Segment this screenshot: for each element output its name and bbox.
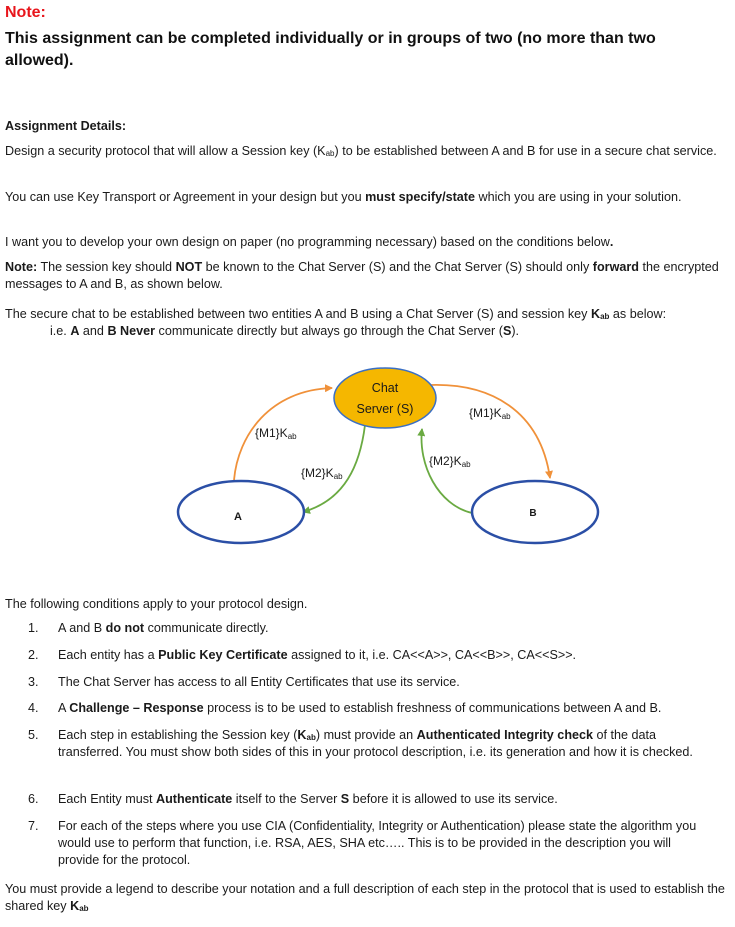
protocol-diagram [160,355,610,570]
chat-server-node [334,368,436,428]
label-m2-right: {M2}Kab [429,454,471,469]
note-title: Note: [5,4,46,21]
conditions-intro: The following conditions apply to your protocol design. [5,597,308,611]
entity-b-label: B [529,508,537,519]
closing-paragraph: You must provide a legend to describe your notation and a full description of each step in the protocol that is used to establish the shared key $K_{ab}$ [5,882,725,913]
label-m2-left: {M2}Kab [301,466,343,481]
paragraph-session-key: Design a security protocol that will allow a Session key $(K_{ab})$ to be established between A and B for use in a secure chat service. [5,144,717,158]
arrow-b-to-server [421,429,472,513]
server-label-line2: Server (S) [356,402,414,416]
paragraph-secure-chat: The secure chat to be established between two entities A and B using a Chat Server (S) and session key $K_{ab}$ as below: [5,307,667,321]
paragraph-own-design: I want you to develop your own design on paper (no programming necessary) based on the conditions below. [5,235,614,249]
note-body: This assignment can be completed individually or in groups of two (no more than two allowed). [5,30,656,69]
paragraph-never-direct: i.e. A and B Never communicate directly but always go through the Chat Server (S). [50,324,520,338]
label-m1-right: {M1}Kab [469,406,511,421]
paragraph-note-server: Note: The session key should NOT be known to the Chat Server (S) and the Chat Server (S) should only forward the encrypted messages to A and B, as shown below. [5,260,719,291]
assignment-page: Note: This assignment can be completed individually or in groups of two (no more than two allowed). Assignment Details: Design a security protocol that will allow a Session key $(K_{ab})$ to be established between A and B for use in a secure chat service. You can use Key Transport or Agreement in your design but you must specify/state which you are using in your solution. I want you to develop your own design on paper (no programming necessary) based on the conditions below. Note: The session key should NOT be known to the Chat Server (S) and the Chat Server (S) should only forward the encrypted messages to A and B, as shown below. The secure chat to be established between two entities A and B using a Chat Server (S) and session key $K_{ab}$ as below: i.e. A and B Never communicate directly but always go through the Chat Server (S). Chat Server (S) A B {M1}Kab {M1}Kab {M2}Kab {M2}Kab The following conditions apply to your protocol design. 1. A and B do not communicate directly. 2. Each entity has a Public Key Certificate assigned to it, i.e. CA<<A>>, CA<<B>>, CA<<S>>. 3. The Chat Server has access to all Entity Certificates that use its service. 4. A Challenge – Response process is to be used to establish freshness of communications between A and B. 5. Each step in establishing the Session key $(K_{ab})$ must provide an Authenticated Integrity check of the data transferred. You must show both sides of this in your protocol description, i.e. its generation and how it is checked. 6. Each Entity must Authenticate itself to the Server S before it is allowed to use its service. 7. For each of the steps where you use CIA (Confidentiality, Integrity or Authentication) please state the algorithm you would use to perform that function, i.e. RSA, AES, SHA etc….. This is to be provided in the description you will provide for the protocol. You must provide a legend to describe your notation and a full description of each step in the protocol that is used to establish the shared key $K_{ab}$ [0,0,735,927]
entity-a-label: A [234,511,242,523]
server-label-line1: Chat [371,381,399,395]
label-m1-left: {M1}Kab [255,426,297,441]
paragraph-transport-agreement: You can use Key Transport or Agreement in your design but you must specify/state which you are using in your solution. [5,190,682,204]
details-heading: Assignment Details: [5,119,127,133]
